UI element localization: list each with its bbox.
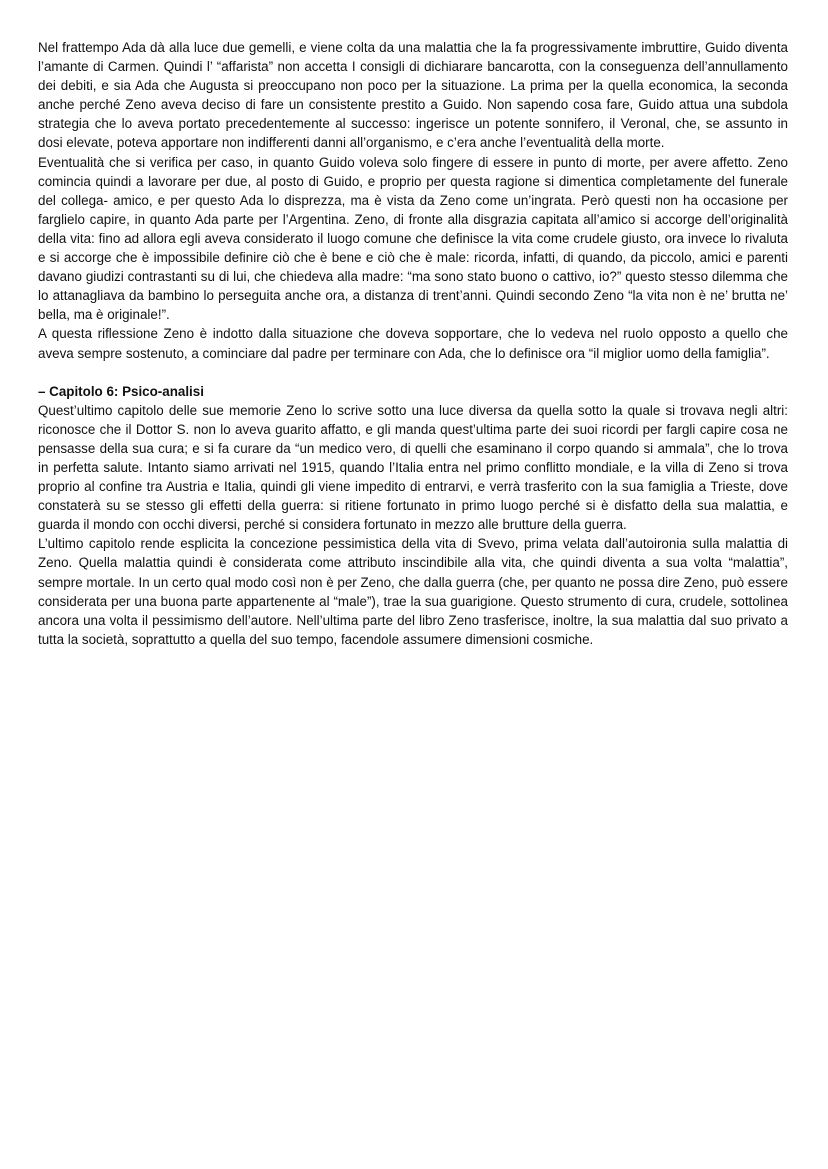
paragraph: L’ultimo capitolo rende esplicita la concezione pessimistica della vita di Svevo, prima velata dall’autoironia sulla malattia di Zeno. Quella malattia quindi è considerata come attributo inscindibile alla vita, che quindi diventa a sua volta “malattia”, sempre mortale. In un certo qual modo così non è per Zeno, che dalla guerra (che, per quanto ne possa dire Zeno, può essere considerata per una buona parte appartenente al “male”), trae la sua guarigione. Questo strumento di cura, crudele, sottolinea ancora una volta il pessimismo dell’autore. Nell’ultima parte del libro Zeno trasferisce, inoltre, la sua malattia dal suo privato a tutta la società, soprattutto a quella del suo tempo, facendole assumere dimensioni cosmiche. [38,536,788,647]
paragraph: Nel frattempo Ada dà alla luce due gemelli, e viene colta da una malattia che la fa progressivamente imbruttire, Guido diventa l’amante di Carmen. Quindi l’ “affarista” non accetta I consigli di dichiarare bancarotta, con la conseguenza dell’annullamento dei debiti, e sia Ada che Augusta si preoccupano non poco per la situazione. La prima per la quella economica, la seconda anche perché Zeno aveva deciso di fare un consistente prestito a Guido. Non sapendo cosa fare, Guido attua una subdola strategia che lo aveva portato precedentemente al successo: ingerisce un potente sonnifero, il Veronal, che, se assunto in dosi elevate, poteva apportare non indifferenti danni all’organismo, e c’era anche l’eventualità della morte. [38,40,788,151]
paragraph-spacer [38,363,788,382]
paragraph: Quest’ultimo capitolo delle sue memorie Zeno lo scrive sotto una luce diversa da quella sotto la quale si trovava negli altri: riconosce che il Dottor S. non lo aveva guarito affatto, e gli manda quest’ultima parte dei suoi ricordi per fargli capire cosa ne pensasse della sua cura; e si fa curare da “un medico vero, di quelli che esaminano il corpo quando si ammala”, che lo trova in perfetta salute. Intanto siamo arrivati nel 1915, quando l’Italia entra nel primo conflitto mondiale, e la villa di Zeno si trova proprio al confine tra Austria e Italia, quindi gli viene impedito di entrarvi, e verrà trasferito con la sua famiglia a Trieste, dove constaterà su se stesso gli effetti della guerra: si ritiene fortunato in primo luogo perché si è disfatto della sua malattia, e guarda il mondo con occhi diversi, perché si considera fortunato in mezzo alle brutture della guerra. [38,402,788,533]
paragraph: Eventualità che si verifica per caso, in quanto Guido voleva solo fingere di essere in punto di morte, per avere affetto. Zeno comincia quindi a lavorare per due, al posto di Guido, e proprio per questa ragione si dimentica completamente del funerale del collega- amico, e per questo Ada lo disprezza, ma è vista da Zeno come un’ingrata. Però questi non ha occasione per farglielo capire, in quanto Ada parte per l’Argentina. Zeno, di fronte alla disgrazia capitata all’amico si accorge dell’originalità della vita: fino ad allora egli aveva considerato il luogo comune che definisce la vita come crudele giusto, ora invece lo rivaluta e si accorge che è impossibile definire ciò che è bene e ciò che è male: ricorda, infatti, di quando, da piccolo, amici e parenti davano giudizi contrastanti su di lui, che chiedeva alla madre: “ma sono stato buono o cattivo, io?” questo stesso dilemma che lo attanagliava da bambino lo perseguita anche ora, a distanza di trent’anni. Quindi secondo Zeno “la vita non è ne’ brutta ne’ bella, ma è originale!”. [38,154,788,323]
chapter-heading: – Capitolo 6: Psico-analisi [38,383,204,399]
document-page [38,38,788,649]
paragraph: A questa riflessione Zeno è indotto dalla situazione che doveva sopportare, che lo vedeva nel ruolo opposto a quello che aveva sempre sostenuto, a cominciare dal padre per terminare con Ada, che lo definisce ora “il miglior uomo della famiglia”. [38,326,788,361]
